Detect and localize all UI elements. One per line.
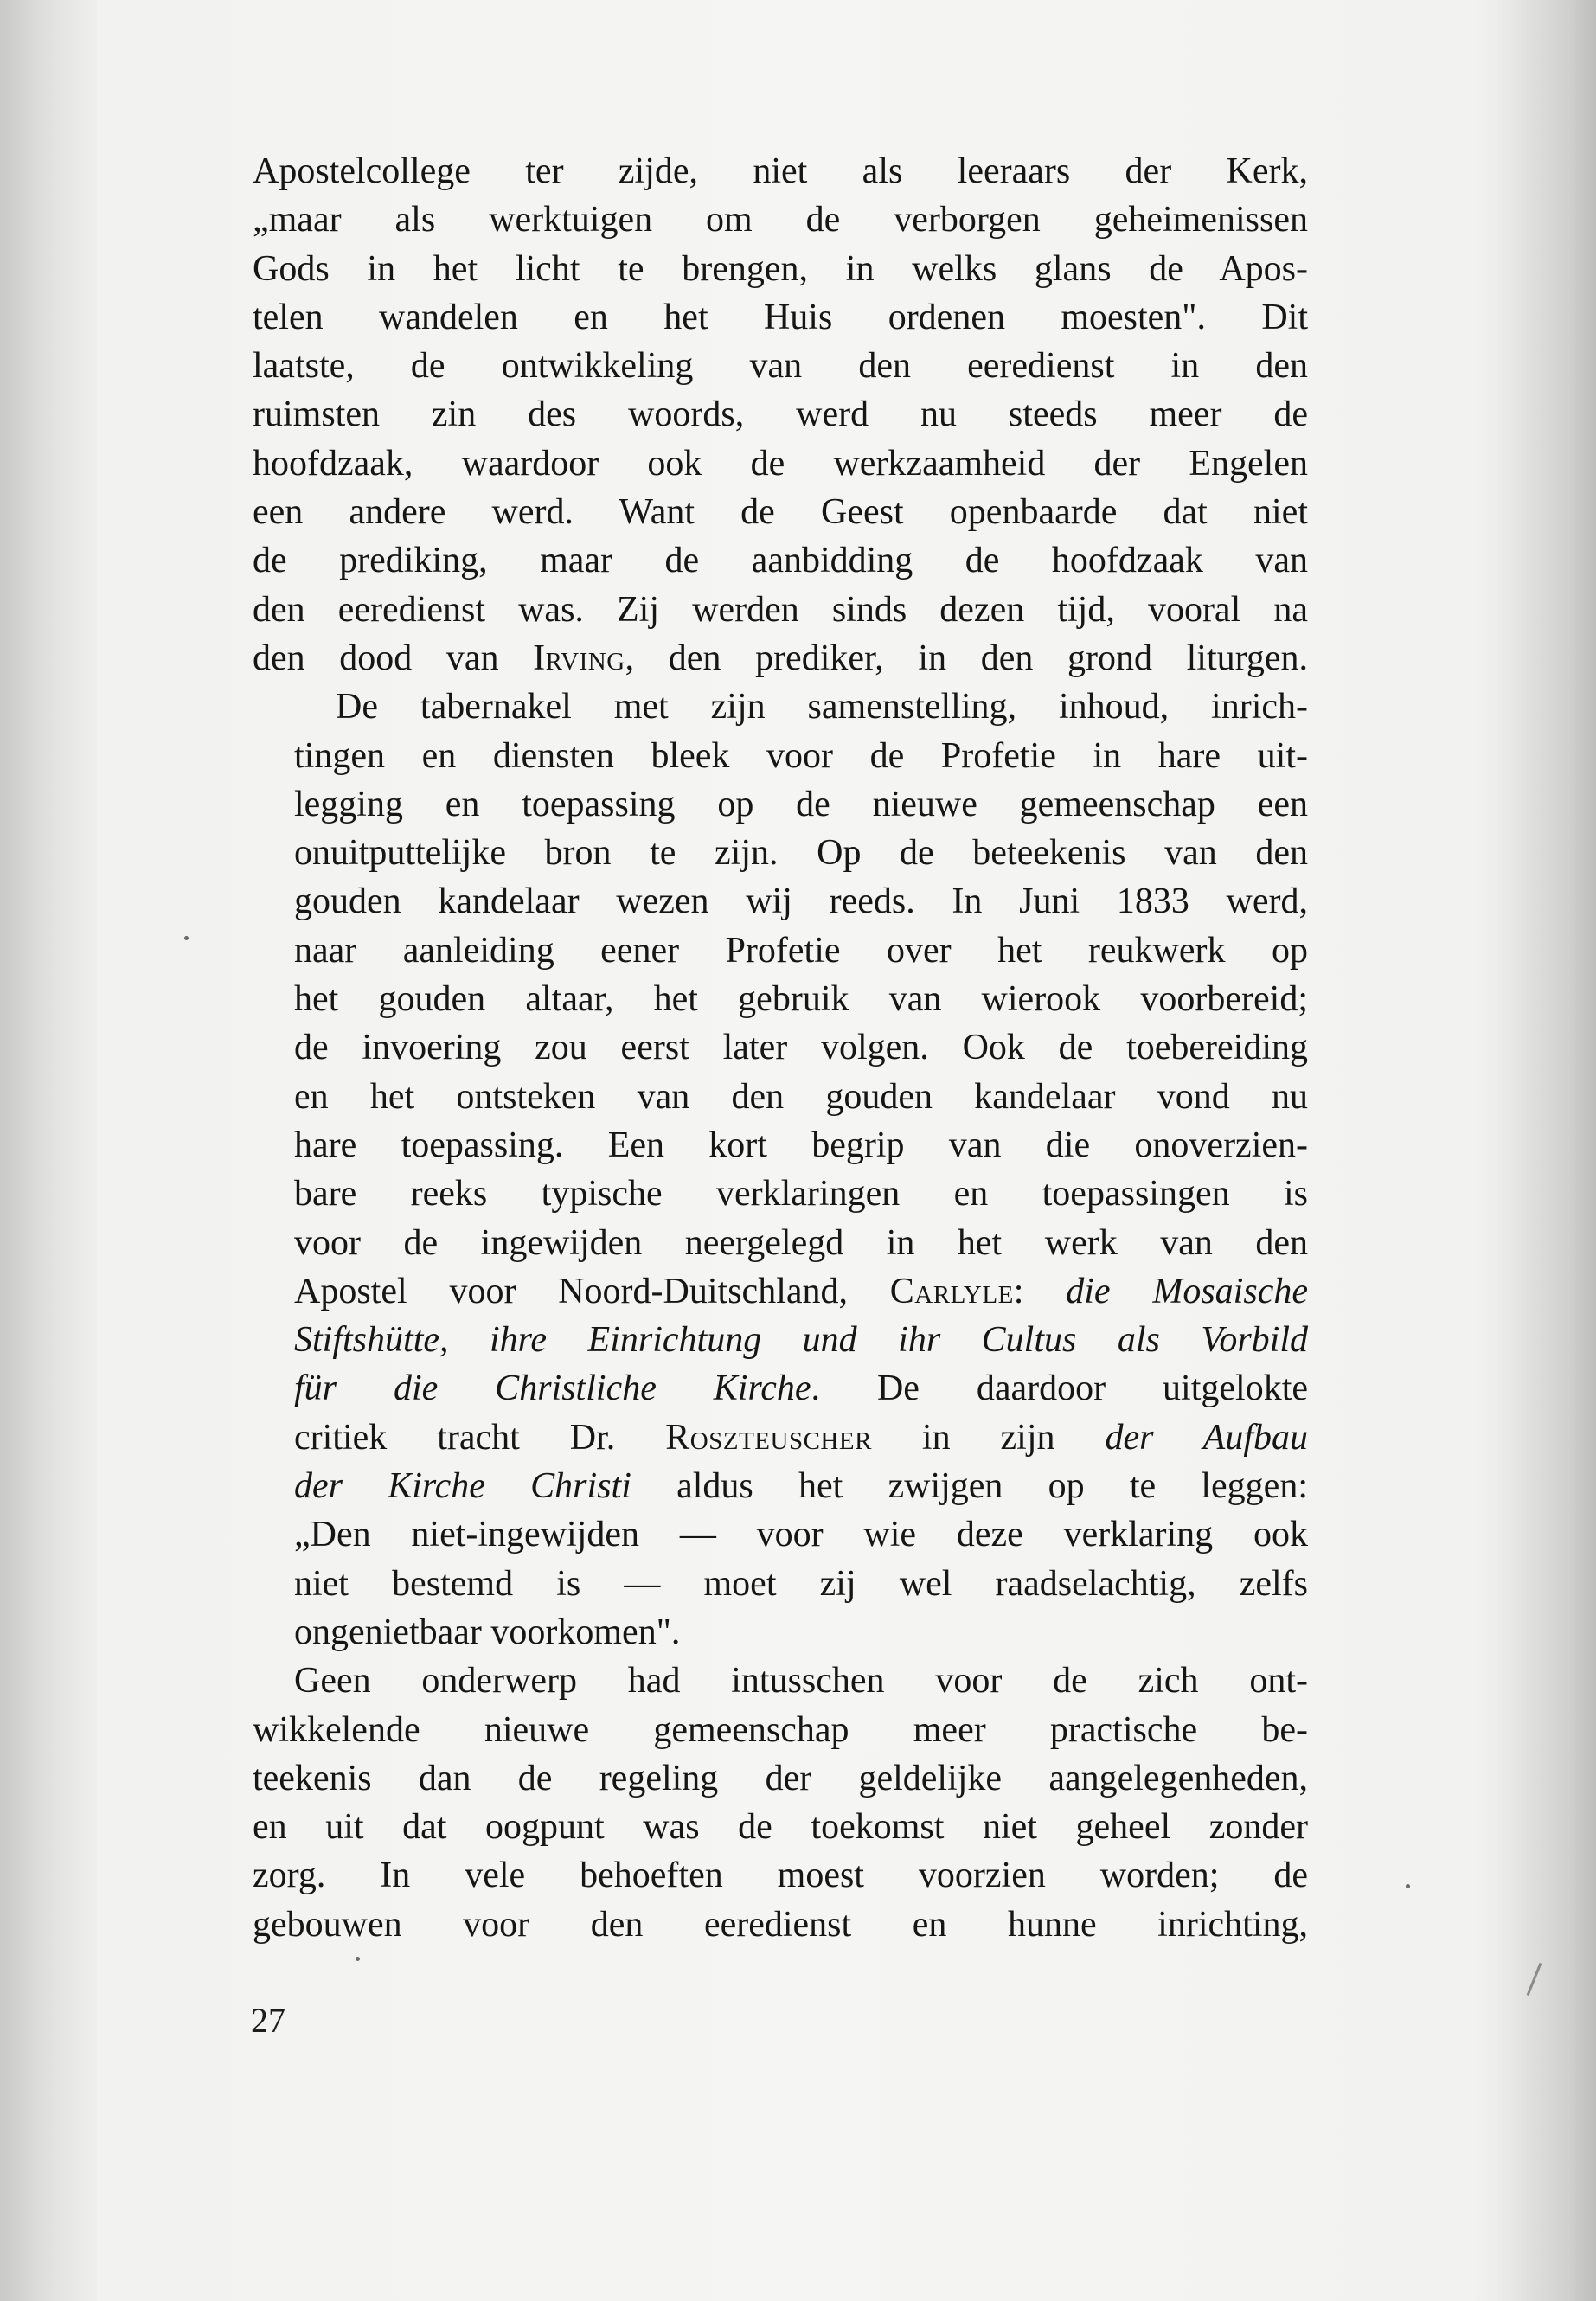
text-line: de prediking, maar de aanbidding de hoofdzaak van: [253, 541, 1308, 581]
text-line: telen wandelen en het Huis ordenen moesten". Dit: [253, 297, 1308, 337]
text-line: [253, 1364, 1308, 1413]
author-name-roszteuscher: Roszteuscher: [665, 1417, 872, 1458]
book-title-run: der Aufbau: [1105, 1417, 1308, 1458]
author-name-carlyle: Carlyle: [889, 1271, 1014, 1311]
text-line: zorg. In vele behoeften moest voorzien worden; de: [253, 1856, 1308, 1896]
book-title-line: Stiftshütte, ihre Einrichtung und ihr Cultus als Vorbild: [294, 1320, 1308, 1361]
text-run: , den prediker, in den grond liturgen.: [625, 638, 1308, 678]
paragraph-2: [253, 683, 1308, 1657]
text-line: den eeredienst was. Zij werden sinds dezen tijd, vooral na: [253, 589, 1308, 630]
text-line: gouden kandelaar wezen wij reeds. In Juni 1833 werd,: [294, 881, 1308, 922]
text-line: Geen onderwerp had intusschen voor de zich ont-: [294, 1661, 1308, 1702]
text-line: Gods in het licht te brengen, in welks glans de Apos-: [253, 248, 1308, 289]
text-line: het gouden altaar, het gebruik van wierook voorbereid;: [294, 979, 1308, 1020]
page-left-shadow: [0, 0, 97, 2301]
text-line: onuitputtelijke bron te zijn. Op de beteekenis van den: [294, 833, 1308, 874]
print-speck: [184, 936, 189, 940]
text-run: :: [1013, 1271, 1067, 1311]
text-run: Apostel voor Noord-Duitschland,: [294, 1271, 890, 1311]
text-line: de invoering zou eerst later volgen. Ook de toebereiding: [294, 1028, 1308, 1068]
text-run: den dood van: [253, 638, 534, 678]
text-line: De tabernakel met zijn samenstelling, inhoud, inrich-: [336, 687, 1308, 727]
paragraph-1: [253, 147, 1308, 683]
print-speck: [356, 1957, 360, 1961]
text-run: . De daardoor uitgelokte: [811, 1368, 1308, 1409]
text-line: naar aanleiding eener Profetie over het reukwerk op: [294, 930, 1308, 971]
body-text: [253, 147, 1308, 1949]
paragraph-3: [253, 1657, 1308, 1949]
text-line: een andere werd. Want de Geest openbaarde dat niet: [253, 492, 1308, 533]
text-line: [253, 634, 1308, 683]
text-line: Apostelcollege ter zijde, niet als leeraars der Kerk,: [253, 151, 1308, 191]
text-run: in zijn: [871, 1417, 1106, 1458]
text-line: [253, 1462, 1308, 1510]
text-line: hare toepassing. Een kort begrip van die onoverzien-: [294, 1125, 1308, 1165]
book-title-run: für die Christliche Kirche: [294, 1368, 811, 1409]
page-number: 27: [251, 2001, 285, 2040]
text-line: „maar als werktuigen om de verborgen geheimenissen: [253, 200, 1308, 240]
text-line: gebouwen voor den eeredienst en hunne inrichting,: [253, 1904, 1308, 1945]
text-line: teekenis dan de regeling der geldelijke aangelegenheden,: [253, 1758, 1308, 1798]
book-title-run: die Mosaische: [1066, 1271, 1308, 1311]
text-line: niet bestemd is — moet zij wel raadselachtig, zelfs: [294, 1563, 1308, 1604]
text-run: aldus het zwijgen op te leggen:: [631, 1466, 1308, 1507]
text-line: laatste, de ontwikkeling van den eeredienst in den: [253, 346, 1308, 387]
text-line: tingen en diensten bleek voor de Profetie in hare uit-: [294, 735, 1308, 776]
page-right-shadow: [1492, 0, 1596, 2301]
author-name-irving: Irving: [533, 638, 625, 678]
text-line: en het ontsteken van den gouden kandelaar vond nu: [294, 1076, 1308, 1117]
print-speck: [1406, 1884, 1410, 1888]
text-line: voor de ingewijden neergelegd in het werk van den: [294, 1222, 1308, 1263]
book-title-run: der Kirche Christi: [294, 1466, 631, 1507]
text-line: en uit dat oogpunt was de toekomst niet geheel zonder: [253, 1807, 1308, 1848]
text-line: legging en toepassing op de nieuwe gemeenschap een: [294, 784, 1308, 824]
text-line: bare reeks typische verklaringen en toepassingen is: [294, 1174, 1308, 1215]
text-line: [253, 1413, 1308, 1462]
text-run: critiek tracht Dr.: [294, 1417, 666, 1458]
text-line: „Den niet-ingewijden — voor wie deze verklaring ook: [294, 1515, 1308, 1555]
text-line: ongenietbaar voorkomen".: [294, 1612, 681, 1652]
text-line: hoofdzaak, waardoor ook de werkzaamheid der Engelen: [253, 443, 1308, 484]
text-line: ruimsten zin des woords, werd nu steeds meer de: [253, 394, 1308, 435]
text-line: [253, 1267, 1308, 1316]
text-line: wikkelende nieuwe gemeenschap meer practische be-: [253, 1709, 1308, 1750]
